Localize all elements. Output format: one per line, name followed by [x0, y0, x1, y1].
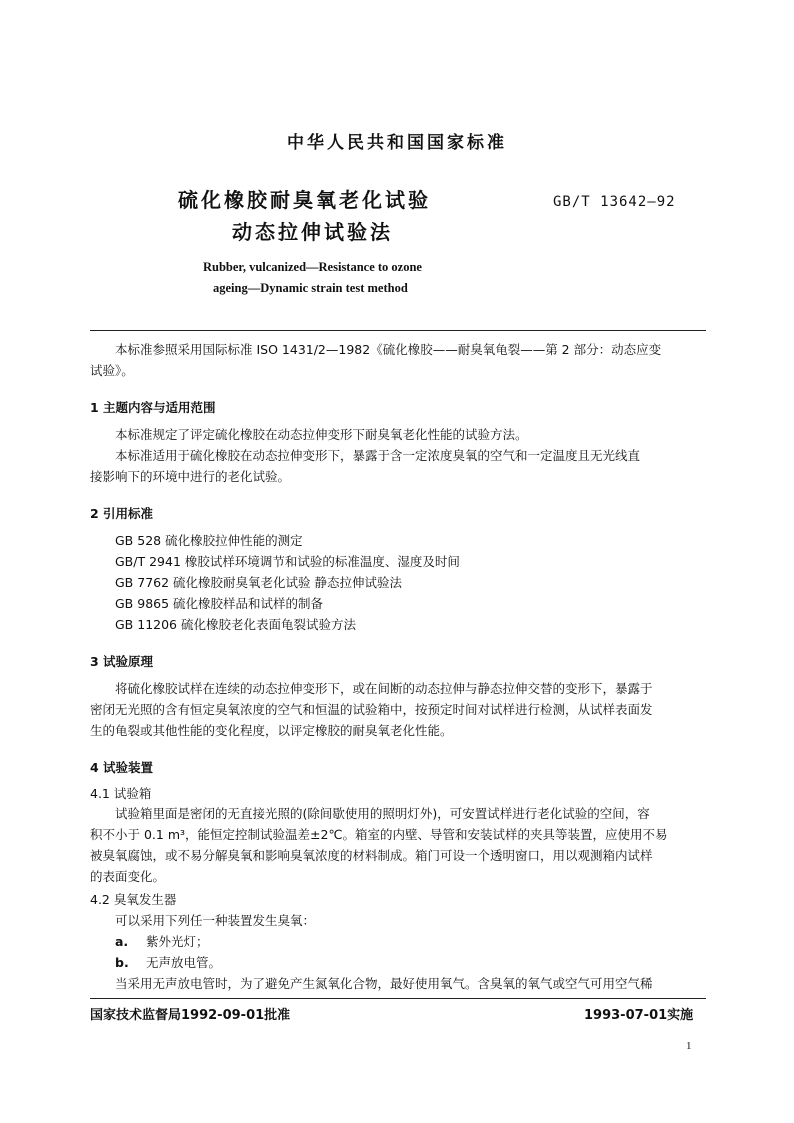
intro-line-1: 本标准参照采用国际标准 ISO 1431/2—1982《硫化橡胶——耐臭氧龟裂——第 2 部分：动态应变 [115, 342, 662, 357]
reference-item: GB/T 2941 橡胶试样环境调节和试验的标准温度、湿度及时间 [115, 554, 460, 569]
title-english-line1: Rubber, vulcanized—Resistance to ozone [203, 260, 422, 274]
section-4-2-last-line: 当采用无声放电管时，为了避免产生氮氧化合物，最好使用氧气。含臭氧的氧气或空气可用空气稀 [115, 976, 653, 991]
section-3-heading: 3 试验原理 [90, 654, 154, 669]
section-4-1-line-4: 的表面变化。 [90, 869, 166, 884]
title-chinese-line2: 动态拉伸试验法 [232, 220, 393, 244]
list-item-b: 无声放电管。 [146, 955, 222, 970]
page-number: 1 [686, 1040, 692, 1052]
list-item-a: 紫外光灯； [146, 934, 209, 949]
reference-item: GB 9865 硫化橡胶样品和试样的制备 [115, 596, 324, 611]
national-standard-heading: 中华人民共和国国家标准 [287, 133, 507, 153]
section-1-paragraph-1: 本标准规定了评定硫化橡胶在动态拉伸变形下耐臭氧老化性能的试验方法。 [115, 427, 528, 442]
list-marker-a: a. [115, 934, 129, 949]
title-english-line2: ageing—Dynamic strain test method [213, 281, 408, 295]
reference-item: GB 7762 硫化橡胶耐臭氧老化试验 静态拉伸试验法 [115, 575, 402, 590]
section-4-2-intro: 可以采用下列任一种装置发生臭氧： [115, 913, 316, 928]
section-4-heading: 4 试验装置 [90, 760, 154, 775]
title-chinese-line1: 硫化橡胶耐臭氧老化试验 [178, 188, 431, 212]
section-1-paragraph-2-line-2: 接影响下的环境中进行的老化试验。 [90, 469, 291, 484]
implementation-date: 1993-07-01实施 [584, 1008, 694, 1023]
reference-item: GB 11206 硫化橡胶老化表面龟裂试验方法 [115, 617, 356, 632]
approval-date: 国家技术监督局1992-09-01批准 [90, 1008, 291, 1023]
section-4-1-line-3: 被臭氧腐蚀，或不易分解臭氧和影响臭氧浓度的材料制成。箱门可设一个透明窗口，用以观测箱内试样 [90, 848, 653, 863]
section-2-heading: 2 引用标准 [90, 506, 154, 521]
section-3-line-3: 生的龟裂或其他性能的变化程度，以评定橡胶的耐臭氧老化性能。 [90, 723, 453, 738]
section-1-heading: 1 主题内容与适用范围 [90, 400, 216, 415]
section-4-1-heading: 4.1 试验箱 [90, 786, 152, 801]
footer-divider [90, 998, 706, 999]
section-3-line-2: 密闭无光照的含有恒定臭氧浓度的空气和恒温的试验箱中，按预定时间对试样进行检测，从试样表面发 [90, 702, 653, 717]
standard-code: GB/T 13642—92 [553, 194, 676, 210]
section-4-2-heading: 4.2 臭氧发生器 [90, 892, 177, 907]
section-1-paragraph-2-line-1: 本标准适用于硫化橡胶在动态拉伸变形下，暴露于含一定浓度臭氧的空气和一定温度且无光线直 [115, 448, 641, 463]
section-4-1-line-2: 积不小于 0.1 m³，能恒定控制试验温差±2℃。箱室的内壁、导管和安装试样的夹具等装置，应使用不易 [90, 827, 668, 842]
section-3-line-1: 将硫化橡胶试样在连续的动态拉伸变形下，或在间断的动态拉伸与静态拉伸交替的变形下，暴露于 [115, 681, 653, 696]
header-divider [90, 330, 706, 331]
intro-line-2: 试验》。 [90, 363, 134, 378]
reference-item: GB 528 硫化橡胶拉伸性能的测定 [115, 533, 303, 548]
section-4-1-line-1: 试验箱里面是密闭的无直接光照的(除间歇使用的照明灯外)，可安置试样进行老化试验的空间，容 [115, 806, 650, 821]
list-marker-b: b. [115, 955, 129, 970]
